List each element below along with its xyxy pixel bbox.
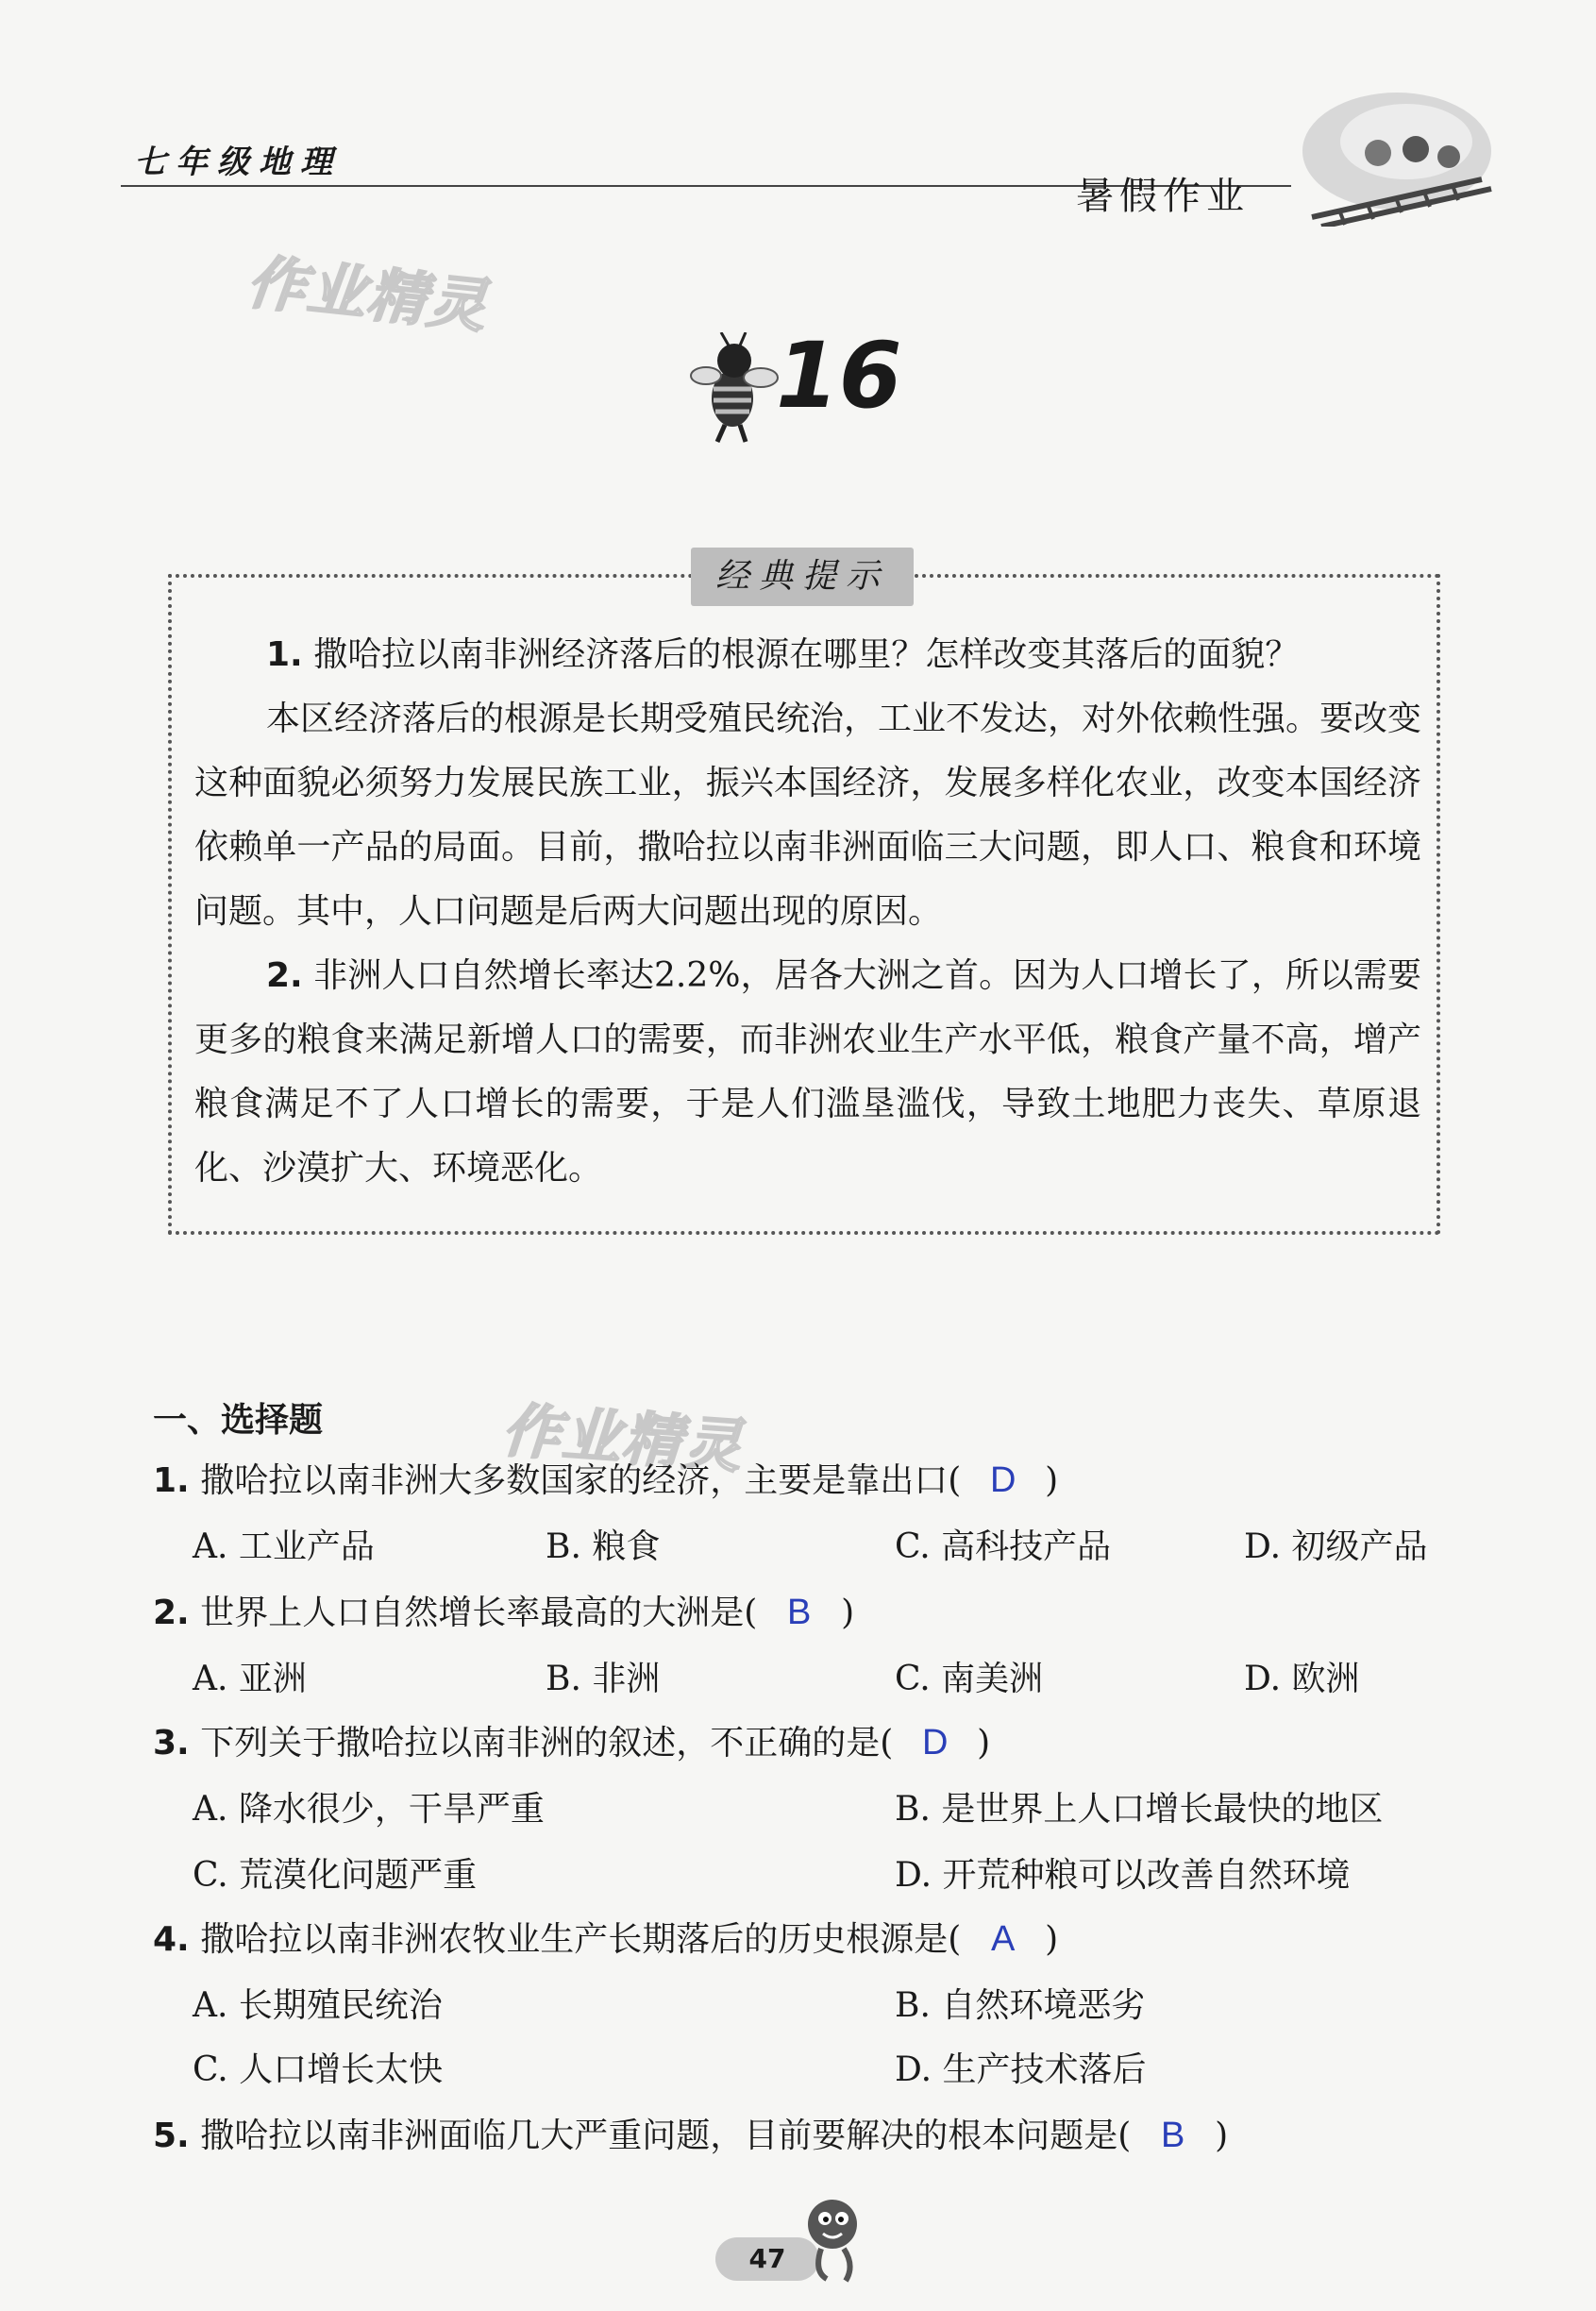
option-a: A. 亚洲: [193, 1660, 307, 1698]
answer-mark: B: [787, 1593, 812, 1632]
question-3: [153, 1716, 990, 1764]
option-b: B. 粮食: [546, 1527, 661, 1566]
question-text: 世界上人口自然增长率最高的大洲是(: [200, 1594, 758, 1632]
tip-paragraph-1: [194, 623, 1421, 944]
tip-2-text: 非洲人口自然增长率达2.2%，居各大洲之首。因为人口增长了，所以需要更多的粮食来满足新增人口的需要，而非洲农业生产水平低，粮食产量不高，增产粮食满足不了人口增长的需要，于是人们滥垦滥伐，导致土地肥力丧失、草原退化、沙漠扩大、环境恶化。: [194, 956, 1421, 1188]
option-d: D. 欧洲: [1244, 1660, 1360, 1698]
option-d: D. 初级产品: [1244, 1527, 1428, 1566]
option-a: A. 降水很少，干旱严重: [193, 1790, 545, 1829]
option-a: A. 长期殖民统治: [193, 1986, 443, 2025]
mascot-icon: [795, 2190, 870, 2285]
question-close: ): [977, 1724, 991, 1763]
question-text: 下列关于撒哈拉以南非洲的叙述，不正确的是(: [200, 1724, 894, 1763]
question-text: 撒哈拉以南非洲大多数国家的经济，主要是靠出口(: [200, 1461, 962, 1500]
bee-mascot-icon: [687, 332, 781, 446]
answer-mark: B: [1161, 2116, 1185, 2155]
answer-mark: D: [921, 1723, 949, 1763]
option-a: A. 工业产品: [193, 1527, 375, 1566]
option-b: B. 是世界上人口增长最快的地区: [895, 1790, 1384, 1829]
question-2: [153, 1586, 854, 1634]
header-left-title: 七年级地理: [134, 143, 342, 181]
lesson-number: 16: [776, 323, 902, 429]
tip-paragraph-2: [194, 944, 1421, 1201]
question-close: ): [1215, 2117, 1229, 2155]
header-right-title: 暑假作业: [1076, 175, 1250, 218]
tips-title: 经典提示: [691, 548, 914, 606]
question-1: [153, 1454, 1058, 1502]
answer-mark: A: [991, 1919, 1016, 1959]
option-c: C. 荒漠化问题严重: [193, 1856, 478, 1895]
question-close: ): [1045, 1920, 1059, 1959]
answer-mark: D: [989, 1460, 1016, 1500]
watermark: 作业精灵: [499, 1395, 746, 1481]
tip-1-number: 1.: [266, 635, 303, 674]
question-number: 5.: [153, 2117, 190, 2155]
option-c: C. 高科技产品: [895, 1527, 1112, 1566]
header-cartoon-illustration: [1293, 76, 1501, 227]
section-title: 一、选择题: [153, 1401, 324, 1440]
question-number: 1.: [153, 1461, 190, 1500]
option-b: B. 自然环境恶劣: [895, 1986, 1146, 2025]
option-b: B. 非洲: [546, 1660, 661, 1698]
watermark: 作业精灵: [244, 246, 492, 342]
option-c: C. 南美洲: [895, 1660, 1044, 1698]
option-d: D. 开荒种粮可以改善自然环境: [895, 1856, 1351, 1895]
tip-1-answer: 本区经济落后的根源是长期受殖民统治，工业不发达，对外依赖性强。要改变这种面貌必须努力发展民族工业，振兴本国经济，发展多样化农业，改变本国经济依赖单一产品的局面。目前，撒哈拉以南非洲面临三大问题，即人口、粮食和环境问题。其中，人口问题是后两大问题出现的原因。: [194, 700, 1422, 931]
question-4: [153, 1913, 1058, 1961]
question-5: [153, 2109, 1228, 2157]
question-close: ): [841, 1594, 855, 1632]
tip-1-question: 撒哈拉以南非洲经济落后的根源在哪里？怎样改变其落后的面貌？: [313, 635, 1300, 674]
option-c: C. 人口增长太快: [193, 2050, 444, 2089]
option-d: D. 生产技术落后: [895, 2050, 1147, 2089]
question-text: 撒哈拉以南非洲面临几大严重问题，目前要解决的根本问题是(: [200, 2117, 1132, 2155]
question-number: 3.: [153, 1724, 190, 1763]
question-text: 撒哈拉以南非洲农牧业生产长期落后的历史根源是(: [200, 1920, 962, 1959]
tip-2-number: 2.: [266, 956, 303, 995]
page-number: 47: [715, 2237, 819, 2281]
question-close: ): [1045, 1461, 1059, 1500]
question-number: 4.: [153, 1920, 190, 1959]
question-number: 2.: [153, 1594, 190, 1632]
